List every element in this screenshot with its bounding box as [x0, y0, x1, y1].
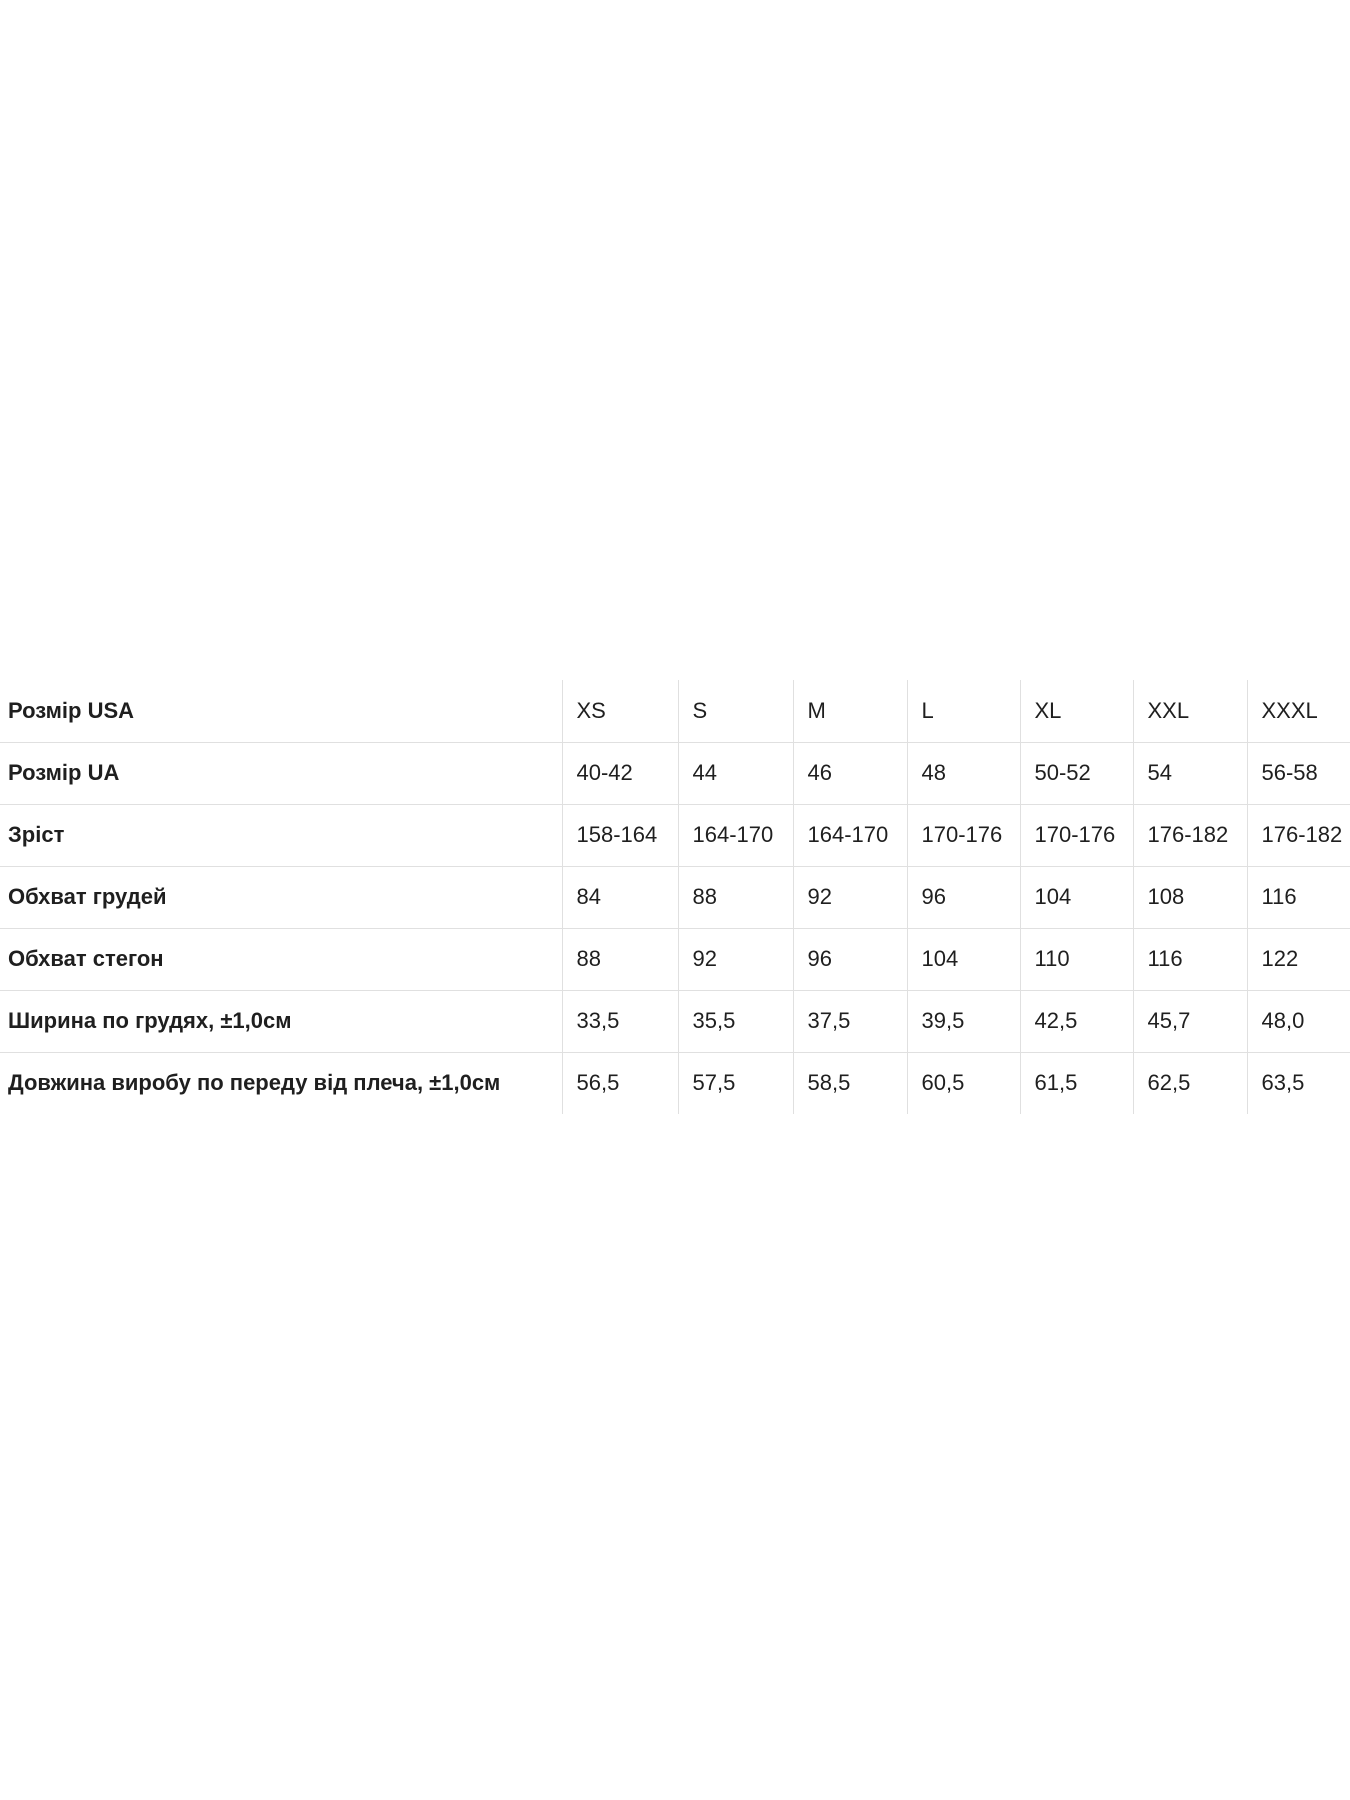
row-label: Зріст: [0, 804, 562, 866]
cell-value: 110: [1020, 928, 1133, 990]
row-label: Довжина виробу по переду від плеча, ±1,0см: [8, 1070, 501, 1096]
cell-value: 96: [907, 866, 1020, 928]
cell-value: 46: [793, 742, 907, 804]
cell-value: 164-170: [793, 804, 907, 866]
cell-value: 58,5: [793, 1052, 907, 1114]
cell-value: 40-42: [562, 742, 678, 804]
cell-value: 164-170: [678, 804, 793, 866]
size-chart-section: [0, 680, 1350, 1114]
cell-value: L: [907, 680, 1020, 742]
cell-value: 116: [1133, 928, 1247, 990]
cell-value: 33,5: [562, 990, 678, 1052]
row-label: Розмір USA: [0, 680, 562, 742]
table-row: [0, 1052, 1350, 1114]
cell-value: 42,5: [1020, 990, 1133, 1052]
cell-value: XXL: [1133, 680, 1247, 742]
cell-value: 45,7: [1133, 990, 1247, 1052]
cell-value: XXXL: [1247, 680, 1350, 742]
cell-value: 56-58: [1247, 742, 1350, 804]
cell-value: 63,5: [1247, 1052, 1350, 1114]
cell-value: 170-176: [1020, 804, 1133, 866]
cell-value: 92: [678, 928, 793, 990]
table-row: [0, 928, 1350, 990]
cell-value: 37,5: [793, 990, 907, 1052]
cell-value: 108: [1133, 866, 1247, 928]
cell-value: 54: [1133, 742, 1247, 804]
cell-value: 56,5: [562, 1052, 678, 1114]
cell-value: 92: [793, 866, 907, 928]
cell-value: S: [678, 680, 793, 742]
cell-value: 50-52: [1020, 742, 1133, 804]
cell-value: 176-182: [1247, 804, 1350, 866]
cell-value: 62,5: [1133, 1052, 1247, 1114]
size-table-body: [0, 680, 1350, 1114]
cell-value: 88: [562, 928, 678, 990]
row-label: Обхват грудей: [0, 866, 562, 928]
cell-value: 104: [907, 928, 1020, 990]
table-row: [0, 990, 1350, 1052]
row-label: Ширина по грудях, ±1,0см: [0, 990, 562, 1052]
table-row: [0, 804, 1350, 866]
row-label: Розмір UA: [0, 742, 562, 804]
size-chart-table: [0, 680, 1350, 1114]
cell-value: 170-176: [907, 804, 1020, 866]
cell-value: 122: [1247, 928, 1350, 990]
cell-value: 60,5: [907, 1052, 1020, 1114]
cell-value: 176-182: [1133, 804, 1247, 866]
cell-value: 39,5: [907, 990, 1020, 1052]
cell-value: 48,0: [1247, 990, 1350, 1052]
row-label: Обхват стегон: [0, 928, 562, 990]
cell-value: 35,5: [678, 990, 793, 1052]
cell-value: 57,5: [678, 1052, 793, 1114]
cell-value: XL: [1020, 680, 1133, 742]
table-row: [0, 866, 1350, 928]
cell-value: 61,5: [1020, 1052, 1133, 1114]
cell-value: 158-164: [562, 804, 678, 866]
cell-value: 44: [678, 742, 793, 804]
cell-value: XS: [562, 680, 678, 742]
cell-value: M: [793, 680, 907, 742]
cell-value: 96: [793, 928, 907, 990]
table-row: [0, 742, 1350, 804]
table-row: [0, 680, 1350, 742]
cell-value: 104: [1020, 866, 1133, 928]
cell-value: 84: [562, 866, 678, 928]
cell-value: 88: [678, 866, 793, 928]
cell-value: 48: [907, 742, 1020, 804]
cell-value: 116: [1247, 866, 1350, 928]
